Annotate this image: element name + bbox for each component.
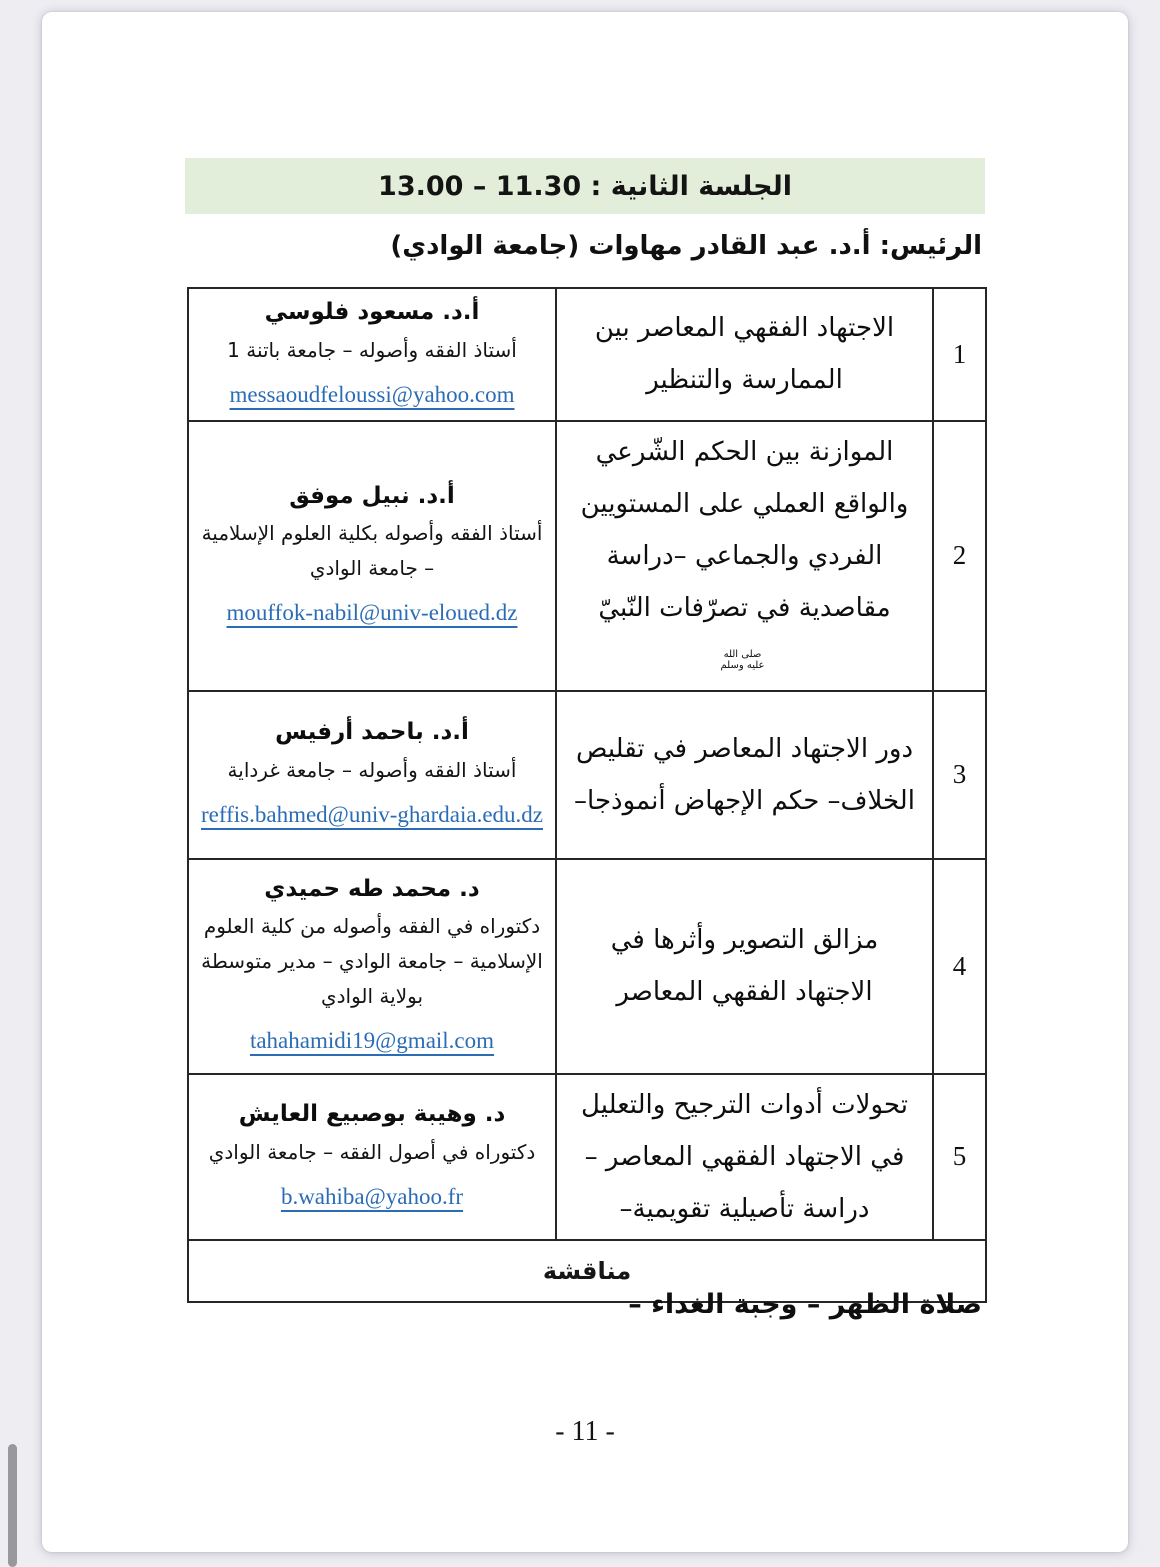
speaker-cell: [188, 691, 556, 859]
paper-title: [556, 288, 933, 421]
row-number: 4: [933, 859, 986, 1074]
chair-line: الرئيس: أ.د. عبد القادر مهاوات (جامعة الوادي): [390, 231, 982, 261]
paper-title-text: تحولات أدوات الترجيح والتعليل في الاجتهاد الفقهي المعاصر – دراسة تأصيلية تقويمية–: [581, 1089, 908, 1224]
speaker-affiliation: أستاذ الفقه وأصوله – جامعة باتنة 1: [227, 337, 517, 362]
table-row: [188, 1074, 986, 1240]
speaker-cell: [188, 1074, 556, 1240]
speaker-name: د. محمد طه حميدي: [264, 875, 480, 902]
table-row: [188, 421, 986, 691]
row-number: 2: [933, 421, 986, 691]
pbuh-seal-line: صلى الله: [723, 648, 762, 660]
paper-title-text: الاجتهاد الفقهي المعاصر بين الممارسة والتنظير: [594, 313, 895, 396]
speaker-name: د. وهيبة بوصبيع العايش: [238, 1101, 506, 1128]
speaker-email-link[interactable]: mouffok-nabil@univ-eloued.dz: [226, 600, 518, 626]
table-row: [188, 859, 986, 1074]
scrollbar-thumb[interactable]: [8, 1444, 17, 1567]
paper-title: [556, 1074, 933, 1240]
discussion-label: مناقشة: [188, 1240, 986, 1302]
speaker-affiliation: أستاذ الفقه وأصوله بكلية العلوم الإسلامية – جامعة الوادي: [201, 521, 543, 581]
paper-title-text: مزالق التصوير وأثرها في الاجتهاد الفقهي المعاصر: [610, 925, 879, 1008]
program-table: [187, 287, 987, 1303]
paper-title-text: دور الاجتهاد المعاصر في تقليص الخلاف– حكم الإجهاض أنموذجا–: [574, 733, 915, 816]
speaker-email-link[interactable]: messaoudfeloussi@yahoo.com: [229, 381, 515, 407]
speaker-affiliation: أستاذ الفقه وأصوله – جامعة غرداية: [227, 757, 517, 782]
speaker-cell: [188, 421, 556, 691]
speaker-email-link[interactable]: tahahamidi19@gmail.com: [249, 1028, 495, 1054]
table-row: [188, 288, 986, 421]
paper-title-text: الموازنة بين الحكم الشّرعي والواقع العملي على المستويين الفردي والجماعي –دراسة مقاصدية في تصرّفات النّبيّ: [580, 436, 909, 623]
pbuh-seal-line: عليه وسلم: [720, 660, 765, 672]
speaker-email-link[interactable]: reffis.bahmed@univ-ghardaia.edu.dz: [201, 801, 543, 827]
speaker-cell: [188, 859, 556, 1074]
session-header-bar: [185, 158, 985, 214]
paper-title: [556, 691, 933, 859]
speaker-name: أ.د. باحمد أرفيس: [275, 719, 469, 746]
speaker-name: أ.د. مسعود فلوسي: [264, 299, 480, 325]
speaker-email-link[interactable]: b.wahiba@yahoo.fr: [280, 1183, 464, 1209]
prayer-lunch-line: صلاة الظهر – وجبة الغداء –: [628, 1289, 982, 1320]
session-title: الجلسة الثانية : 11.30 – 13.00: [378, 170, 792, 202]
row-number: 5: [933, 1074, 986, 1240]
paper-title: [556, 421, 933, 691]
speaker-affiliation: دكتوراه في أصول الفقه – جامعة الوادي: [208, 1139, 536, 1164]
page-number: - 11 -: [555, 1416, 615, 1447]
speaker-cell: [188, 288, 556, 421]
row-number: 3: [933, 691, 986, 859]
pbuh-seal: [720, 649, 764, 672]
speaker-affiliation: دكتوراه في الفقه وأصوله من كلية العلوم الإسلامية – جامعة الوادي – مدير متوسطة بولاية الوادي: [201, 914, 543, 1009]
row-number: 1: [933, 288, 986, 421]
table-row: [188, 691, 986, 859]
paper-title: [556, 859, 933, 1074]
speaker-name: أ.د. نبيل موفق: [289, 482, 455, 509]
